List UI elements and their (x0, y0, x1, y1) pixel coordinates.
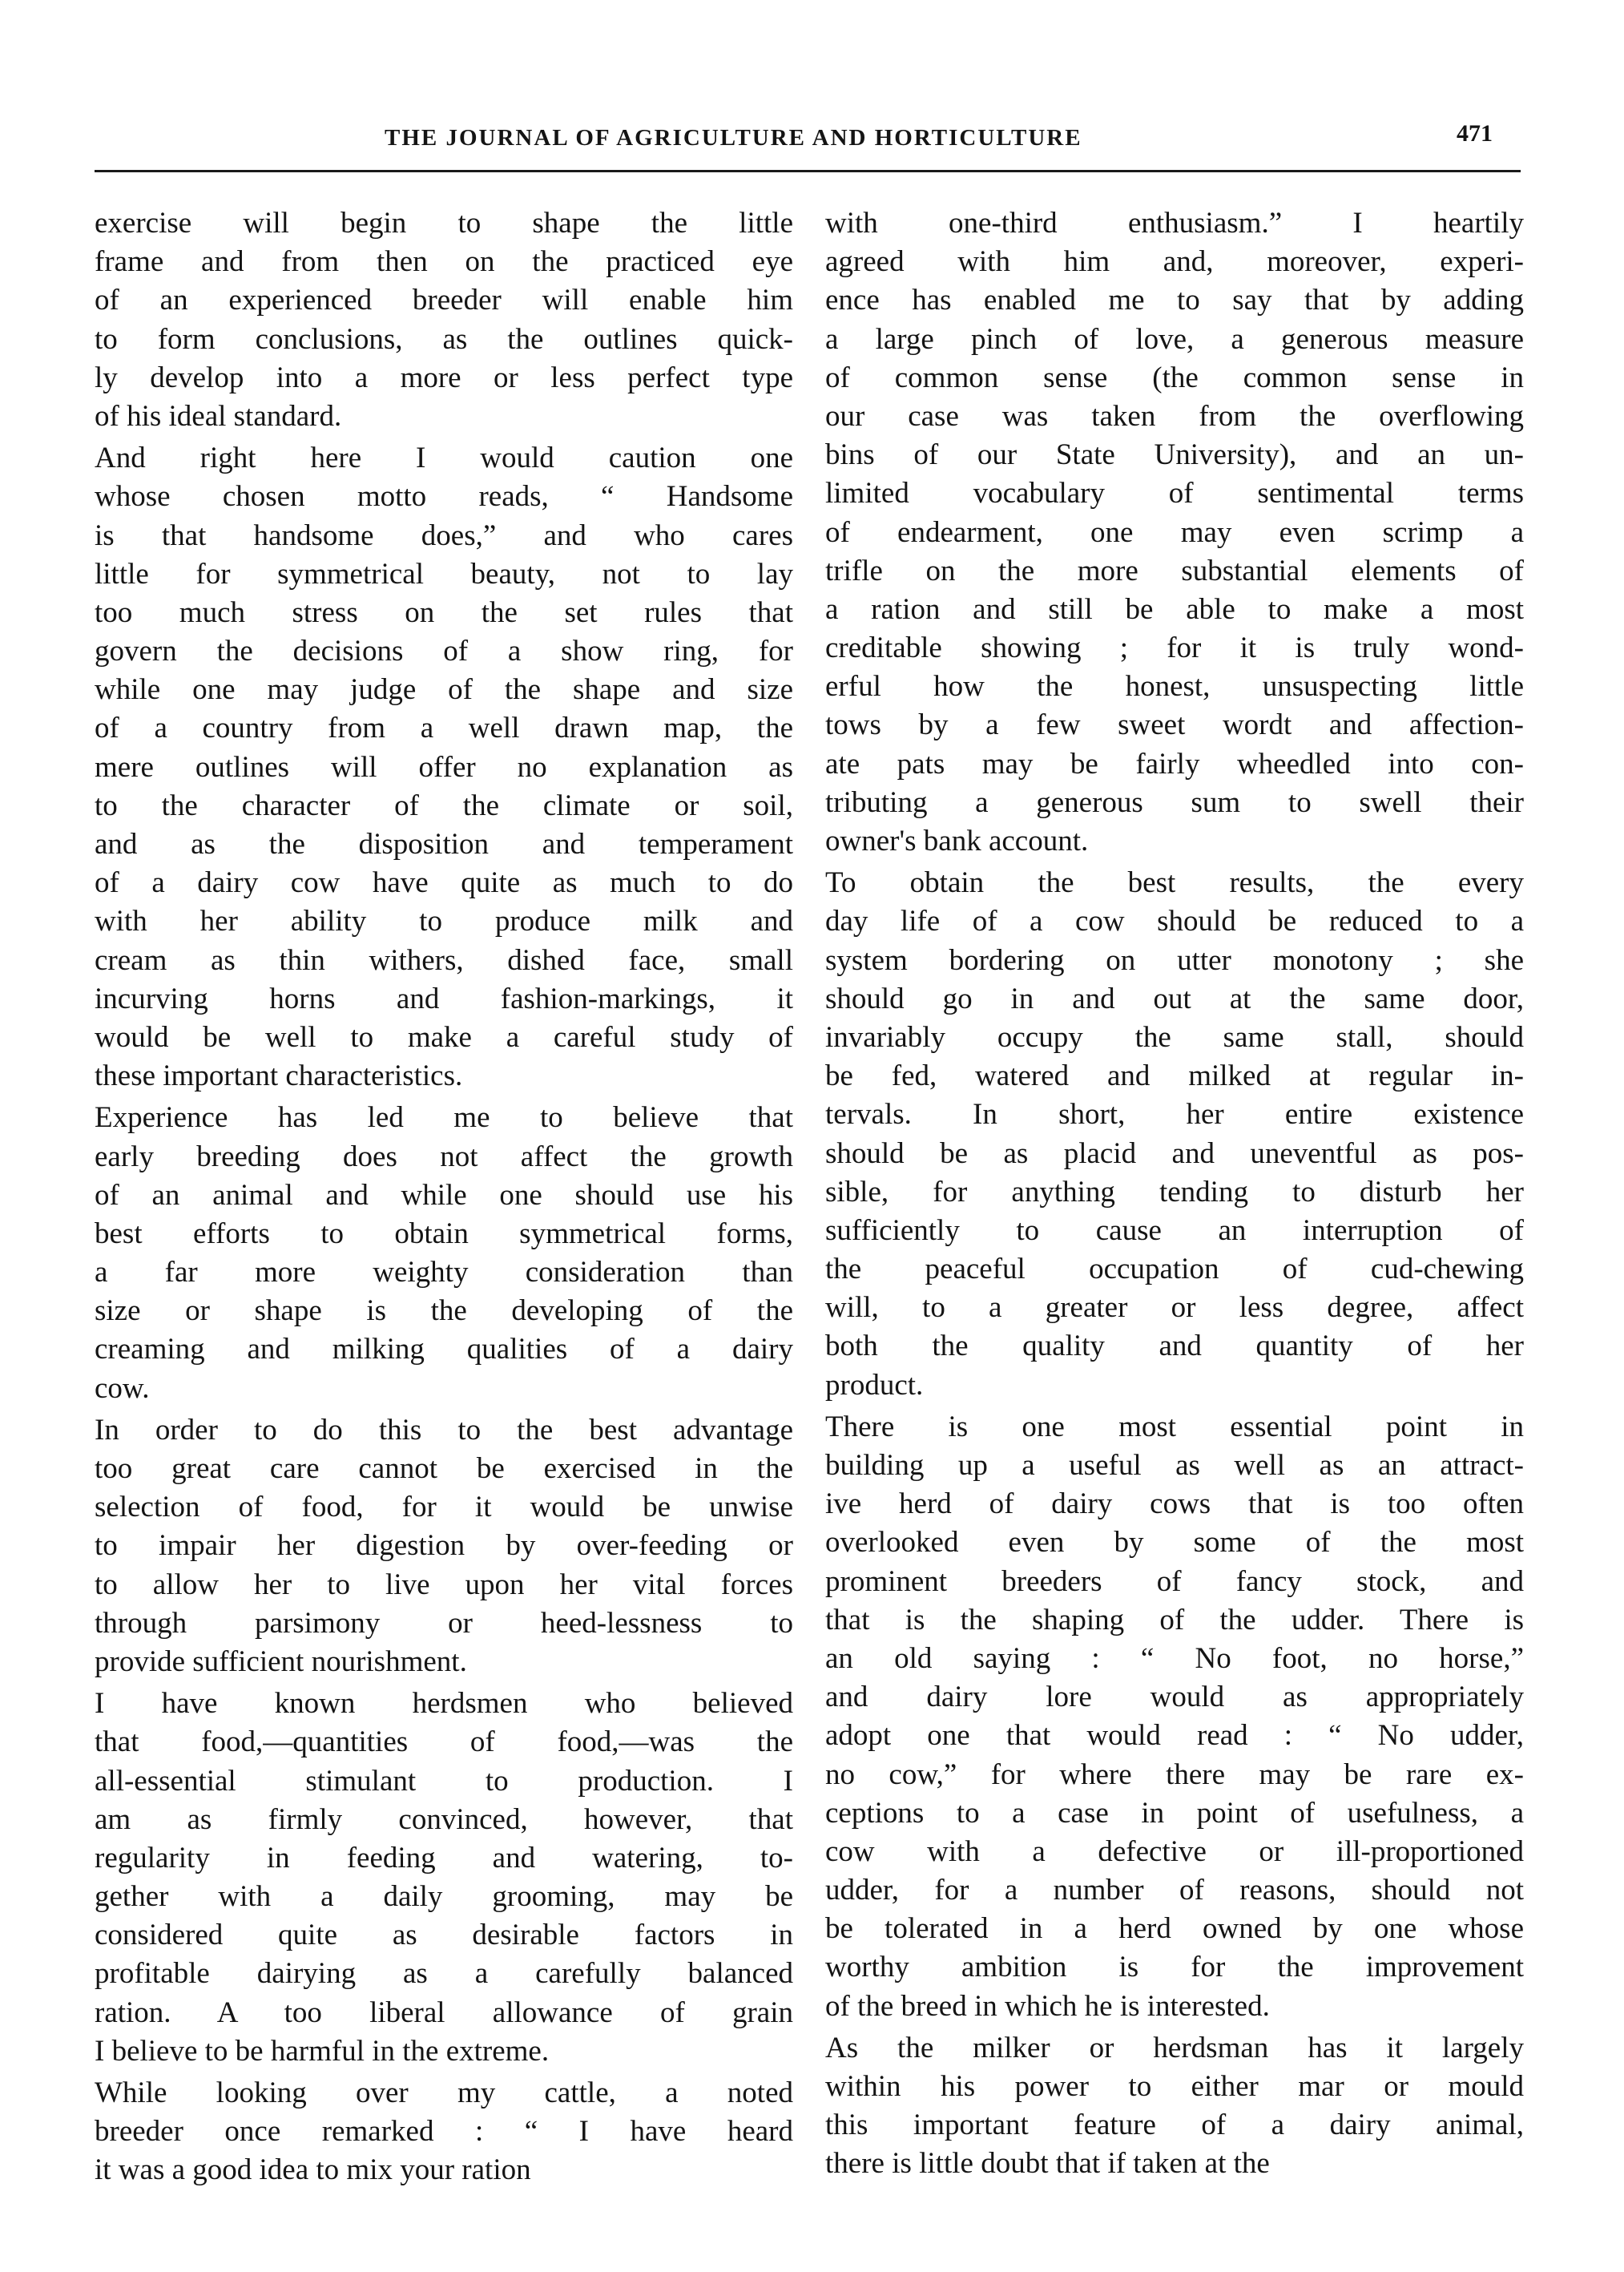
text-line: with one-third enthusiasm.” I heartily (825, 207, 1524, 240)
text-line: while one may judge of the shape and size (95, 673, 793, 707)
text-line: will, to a greater or less degree, affect (825, 1291, 1524, 1325)
text-line: there is little doubt that if taken at the (825, 2147, 1270, 2181)
text-line: these important characteristics. (95, 1059, 463, 1093)
text-line: the peaceful occupation of cud-chewing (825, 1253, 1524, 1286)
text-line: prominent breeders of fancy stock, and (825, 1564, 1524, 1598)
text-line: that food,—quantities of food,—was the (95, 1725, 793, 1759)
text-line: agreed with him and, moreover, experi- (825, 245, 1524, 279)
text-line: to impair her digestion by over-feeding or (95, 1529, 793, 1563)
text-line: In order to do this to the best advantage (95, 1413, 793, 1447)
text-line: creaming and milking qualities of a dairy (95, 1333, 793, 1366)
text-line: and dairy lore would as appropriately (825, 1681, 1524, 1714)
text-line: tributing a generous sum to swell their (825, 785, 1524, 819)
text-line: ence has enabled me to say that by adding (825, 284, 1524, 317)
text-line: should be as placid and uneventful as pos- (825, 1136, 1524, 1170)
text-line: As the milker or herdsman has it largely (825, 2031, 1524, 2064)
text-line: cow with a defective or ill-proportioned (825, 1834, 1524, 1868)
header-rule (95, 170, 1521, 172)
paragraph (95, 439, 793, 1096)
text-line: that is the shaping of the udder. There is (825, 1603, 1524, 1636)
text-line: provide sufficient nourishment. (95, 1644, 467, 1678)
text-line: should go in and out at the same door, (825, 982, 1524, 1015)
text-line: of a country from a well drawn map, the (95, 712, 793, 745)
text-line: profitable dairying as a carefully balanced (95, 1957, 793, 1991)
paragraph (825, 1408, 1524, 2026)
text-line: system bordering on utter monotony ; she (825, 943, 1524, 977)
text-line: incurving horns and fashion-markings, it (95, 982, 793, 1015)
text-line: worthy ambition is for the improvement (825, 1951, 1524, 1984)
text-line: through parsimony or heed-lessness to (95, 1606, 793, 1640)
text-line: best efforts to obtain symmetrical forms, (95, 1217, 793, 1250)
text-line: a ration and still be able to make a most (825, 592, 1524, 626)
text-line: govern the decisions of a show ring, for (95, 635, 793, 668)
text-line: cream as thin withers, dished face, small (95, 943, 793, 977)
text-line: all-essential stimulant to production. I (95, 1764, 793, 1798)
text-line: limited vocabulary of sentimental terms (825, 477, 1524, 510)
text-line: sufficiently to cause an interruption of (825, 1213, 1524, 1247)
text-line: breeder once remarked : “ I have heard (95, 2115, 793, 2149)
text-line: bins of our State University), and an un- (825, 438, 1524, 472)
text-line: early breeding does not affect the growth (95, 1140, 793, 1173)
left-column (95, 204, 793, 2193)
text-line: erful how the honest, unsuspecting little (825, 670, 1524, 704)
text-line: ceptions to a case in point of usefulness, a (825, 1796, 1524, 1830)
text-line: cow. (95, 1371, 150, 1405)
text-line: And right here I would caution one (95, 442, 793, 475)
text-line: it was a good idea to mix your ration (95, 2153, 531, 2187)
paragraph (825, 864, 1524, 1405)
text-line: creditable showing ; for it is truly wond- (825, 632, 1524, 665)
text-line: of his ideal standard. (95, 399, 342, 433)
text-line: of endearment, one may even scrimp a (825, 515, 1524, 549)
text-line: building up a useful as well as an attract- (825, 1449, 1524, 1482)
running-header (0, 120, 1624, 160)
text-line: adopt one that would read : “ No udder, (825, 1719, 1524, 1753)
text-line: overlooked even by some of the most (825, 1526, 1524, 1560)
text-line: of an animal and while one should use his (95, 1178, 793, 1212)
text-line: too much stress on the set rules that (95, 595, 793, 629)
text-line: regularity in feeding and watering, to- (95, 1841, 793, 1875)
text-line: would be well to make a careful study of (95, 1020, 793, 1054)
text-line: an old saying : “ No foot, no horse,” (825, 1641, 1524, 1675)
paragraph (95, 1411, 793, 1681)
paragraph (95, 204, 793, 436)
text-line: owner's bank account. (825, 825, 1089, 858)
text-line: While looking over my cattle, a noted (95, 2076, 793, 2109)
text-line: a large pinch of love, a generous measure (825, 322, 1524, 356)
text-line: I believe to be harmful in the extreme. (95, 2034, 550, 2068)
text-line: am as firmly convinced, however, that (95, 1802, 793, 1836)
text-line: tervals. In short, her entire existence (825, 1098, 1524, 1132)
text-line: day life of a cow should be reduced to a (825, 905, 1524, 938)
text-line: to form conclusions, as the outlines quick- (95, 322, 793, 356)
text-line: within his power to either mar or mould (825, 2070, 1524, 2103)
text-line: frame and from then on the practiced eye (95, 245, 793, 279)
text-line: exercise will begin to shape the little (95, 207, 793, 240)
text-line: this important feature of a dairy animal, (825, 2109, 1524, 2142)
text-line: selection of food, for it would be unwise (95, 1491, 793, 1524)
text-line: ration. A too liberal allowance of grain (95, 1996, 793, 2029)
text-line: ate pats may be fairly wheedled into con- (825, 747, 1524, 781)
text-line: both the quality and quantity of her (825, 1330, 1524, 1363)
text-line: to the character of the climate or soil, (95, 789, 793, 822)
text-line: too great care cannot be exercised in the (95, 1452, 793, 1485)
text-line: of the breed in which he is interested. (825, 1989, 1270, 2023)
text-line: a far more weighty consideration than (95, 1256, 793, 1289)
text-line: our case was taken from the overflowing (825, 399, 1524, 433)
text-line: of common sense (the common sense in (825, 361, 1524, 394)
text-line: tows by a few sweet wordt and affection- (825, 708, 1524, 742)
text-line: of a dairy cow have quite as much to do (95, 866, 793, 900)
text-line: whose chosen motto reads, “ Handsome (95, 480, 793, 514)
text-line: mere outlines will offer no explanation as (95, 750, 793, 784)
text-line: ive herd of dairy cows that is too often (825, 1487, 1524, 1521)
paragraph (825, 2029, 1524, 2184)
page-number: 471 (1457, 120, 1493, 147)
text-line: size or shape is the developing of the (95, 1294, 793, 1328)
paragraph (95, 1685, 793, 2071)
text-line: with her ability to produce milk and (95, 905, 793, 938)
text-line: trifle on the more substantial elements of (825, 554, 1524, 587)
paragraph (825, 204, 1524, 861)
text-line: is that handsome does,” and who cares (95, 519, 793, 552)
text-line: little for symmetrical beauty, not to lay (95, 557, 793, 591)
journal-title: THE JOURNAL OF AGRICULTURE AND HORTICULTURE (385, 125, 1082, 151)
text-line: no cow,” for where there may be rare ex- (825, 1757, 1524, 1791)
text-line: ly develop into a more or less perfect type (95, 361, 793, 394)
text-line: of an experienced breeder will enable him (95, 284, 793, 317)
text-line: to allow her to live upon her vital forces (95, 1568, 793, 1601)
right-column (825, 204, 1524, 2187)
text-line: gether with a daily grooming, may be (95, 1880, 793, 1914)
paragraph (95, 1099, 793, 1408)
text-line: considered quite as desirable factors in (95, 1919, 793, 1952)
text-line: There is one most essential point in (825, 1410, 1524, 1443)
paragraph (95, 2074, 793, 2190)
text-line: sible, for anything tending to disturb her (825, 1175, 1524, 1209)
text-line: product. (825, 1368, 924, 1402)
text-line: invariably occupy the same stall, should (825, 1020, 1524, 1054)
text-line: be fed, watered and milked at regular in- (825, 1059, 1524, 1093)
text-line: Experience has led me to believe that (95, 1101, 793, 1135)
text-line: To obtain the best results, the every (825, 866, 1524, 900)
text-line: udder, for a number of reasons, should not (825, 1874, 1524, 1907)
text-line: I have known herdsmen who believed (95, 1687, 793, 1721)
text-line: be tolerated in a herd owned by one whose (825, 1912, 1524, 1946)
text-line: and as the disposition and temperament (95, 828, 793, 861)
